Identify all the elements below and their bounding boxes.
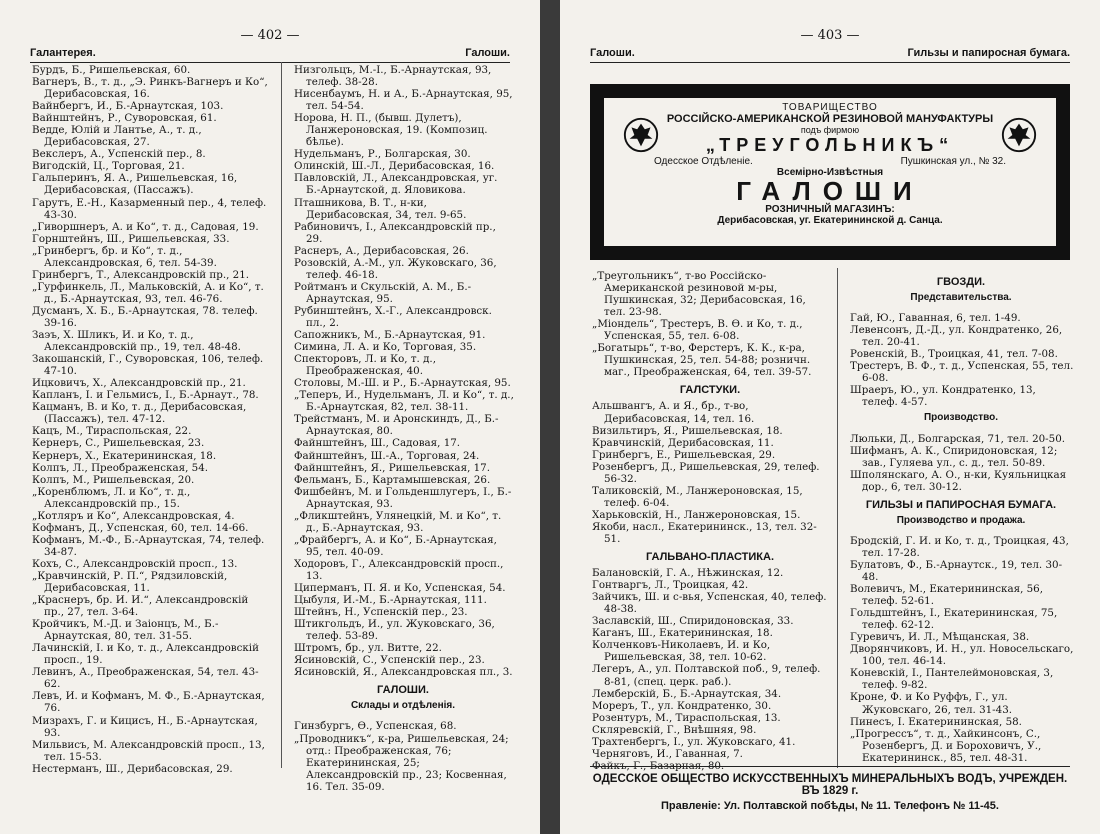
directory-entry: „Фрайбергъ, А. и Ко“, Б.-Арнаутская, 95, тел. 40-09. bbox=[294, 533, 497, 558]
ad-branch: Одесское Отдѣленіе. bbox=[654, 156, 753, 167]
directory-entry: Столовы, М.-Ш. и Р., Б.-Арнаутская, 95. bbox=[294, 377, 511, 390]
treugolnik-advertisement bbox=[590, 84, 1070, 260]
directory-entry: „Прогрессъ“, т. д., Хайкинсонъ, С., Розенбергъ, Д. и Бороховичъ, У., Екатерининск., 85, тел. 48-31. bbox=[850, 727, 1042, 764]
header-left: Галоши. bbox=[590, 47, 635, 59]
directory-entry: Заславскій, Ш., Спиридоновская, 33. bbox=[592, 615, 794, 628]
ad-shop-label: РОЗНИЧНЫЙ МАГАЗИНЪ: bbox=[765, 204, 895, 215]
running-header bbox=[590, 44, 1070, 63]
directory-entry: Кроне, Ф. и Ко Руффъ, Г., ул. Жуковскаго, 26, тел. 31-43. bbox=[850, 691, 1013, 716]
right-column-2 bbox=[848, 270, 1074, 764]
directory-entry: „Коренблюмъ, Л. и Ко“, т. д., Александровскій пр., 15. bbox=[32, 485, 191, 510]
directory-entry: Спекторовъ, Л. и Ко, т. д., Преображенская, 40. bbox=[294, 353, 436, 378]
directory-entry: „Фликштейнъ, Улянецкій, М. и Ко“, т. д., Б.-Арнаутская, 93. bbox=[294, 509, 502, 534]
directory-entry: Заэъ, Х. Шликъ, И. и Ко, т. д., Александровскій пр., 19, тел. 48-48. bbox=[32, 329, 241, 354]
directory-entry: Розентуръ, М., Тираспольская, 13. bbox=[592, 711, 781, 724]
directory-entry: Горнштейнъ, Ш., Ришельевская, 33. bbox=[32, 232, 230, 245]
entries-list bbox=[590, 400, 830, 545]
ad-panel bbox=[604, 98, 1056, 246]
directory-entry: Норова, Н. П., (бывш. Дулетъ), Ланжероновская, 19. (Композиц. бѣлье). bbox=[294, 112, 488, 149]
directory-entry: Кацъ, М., Тираспольская, 22. bbox=[32, 425, 192, 438]
left-column-1 bbox=[30, 64, 270, 775]
right-column-1 bbox=[590, 270, 830, 772]
directory-entry: Нисенбаумъ, Н. и А., Б.-Арнаутская, 95, тел. 54-54. bbox=[294, 88, 513, 113]
column-divider bbox=[281, 62, 282, 768]
directory-entry: Каганъ, Ш., Екатерининская, 18. bbox=[592, 627, 773, 640]
directory-entry: Ведде, Юлій и Лантье, А., т. д., Дерибасовская, 27. bbox=[32, 124, 202, 149]
directory-entry: Балановскій, Г. А., Нѣжинская, 12. bbox=[592, 567, 784, 580]
ad-address: Пушкинская ул., № 32. bbox=[900, 156, 1006, 167]
directory-entry: Ясиновскій, Я., Александровская пл., 3. bbox=[294, 666, 513, 679]
directory-entry: Трестеръ, В. Ф., т. д., Успенская, 55, тел. 6-08. bbox=[850, 360, 1074, 385]
entries-list bbox=[292, 64, 514, 678]
footer-address: Правленіе: Ул. Полтавской побѣды, № 11. Телефонъ № 11-45. bbox=[661, 800, 999, 812]
column-divider bbox=[837, 268, 838, 768]
directory-entry: Зайчикъ, Ш. и с-вья, Успенская, 40, телеф. 48-38. bbox=[592, 591, 827, 616]
directory-entry: Трахтенбергъ, І., ул. Жуковскаго, 41. bbox=[592, 735, 796, 748]
double-eagle-emblem-icon bbox=[622, 116, 660, 154]
directory-entry: „Гринбергъ, бр. и Ко“, т. д., Александровская, 6, тел. 54-39. bbox=[32, 244, 217, 269]
entries-list bbox=[848, 312, 1074, 408]
directory-entry: Рабиновичъ, І., Александровскій пр., 29. bbox=[294, 220, 496, 245]
directory-entry: Гольдштейнъ, І., Екатерининская, 75, телеф. 62-12. bbox=[850, 607, 1058, 632]
directory-entry: Гинзбургъ, Ѳ., Успенская, 68. bbox=[294, 720, 457, 733]
directory-entry: Мореръ, Т., ул. Кондратенко, 30. bbox=[592, 699, 772, 712]
directory-entry: „Треугольникъ“, т-во Россійско-Американской резиновой м-ры, Пушкинская, 32; Дерибасовская, 16, тел. 23-98. bbox=[592, 270, 806, 319]
left-column-2 bbox=[292, 64, 514, 793]
entries-list bbox=[848, 433, 1074, 493]
directory-entry: Кройчикъ, М.-Д. и Заіонцъ, М., Б.-Арнаутская, 80, тел. 31-55. bbox=[32, 618, 219, 643]
section-subheading: Производство и продажа. bbox=[896, 514, 1026, 526]
directory-entry: Лачинскій, І. и Ко, т. д., Александровскій просп., 19. bbox=[32, 642, 259, 667]
directory-entry: Харьковскій, Н., Ланжероновская, 15. bbox=[592, 508, 801, 521]
directory-entry: Сапожникъ, М., Б.-Арнаутская, 91. bbox=[294, 329, 486, 342]
directory-entry: Векслеръ, А., Успенскій пер., 8. bbox=[32, 148, 206, 161]
ad-branch-line bbox=[604, 156, 1056, 167]
directory-entry: Вигодскій, Ц., Торговая, 21. bbox=[32, 160, 185, 173]
directory-entry: Вайнштейнъ, Р., Суворовская, 61. bbox=[32, 112, 217, 125]
ad-brand-name: „ТРЕУГОЛЬНИКЪ“ bbox=[705, 135, 955, 155]
directory-entry: „Гиворшнеръ, А. и Ко“, т. д., Садовая, 19. bbox=[32, 220, 259, 233]
directory-entry: Кацманъ, В. и Ко, т. д., Дерибасовская, (Пассажъ), тел. 47-12. bbox=[32, 401, 247, 426]
section-heading-gvozdi: ГВОЗДИ. bbox=[936, 276, 986, 288]
directory-entry: Ходоровъ, Г., Александровскій просп., 13. bbox=[294, 557, 504, 582]
directory-entry: Файкъ, Г., Базарная, 80. bbox=[592, 759, 725, 772]
directory-entry: Кернеръ, Х., Екатерининская, 18. bbox=[32, 449, 217, 462]
directory-entry: Закошанскій, Г., Суворовская, 106, телеф. 47-10. bbox=[32, 353, 264, 378]
left-page bbox=[0, 0, 540, 834]
section-heading-galoshi: ГАЛОШИ. bbox=[377, 684, 429, 697]
directory-entry: Гринбергъ, Т., Александровскій пр., 21. bbox=[32, 268, 250, 281]
directory-entry: Штикгольдъ, И., ул. Жуковскаго, 36, телеф. 53-89. bbox=[294, 618, 495, 643]
directory-entry: Файнштейнъ, Ш., Садовая, 17. bbox=[294, 437, 461, 450]
directory-entry: Шифманъ, А. К., Спиридоновская, 12; зав., Гуляева ул., с. д., тел. 50-89. bbox=[850, 444, 1058, 469]
right-page bbox=[560, 0, 1100, 834]
directory-entry: Файнштейнъ, Я., Ришельевская, 17. bbox=[294, 461, 490, 474]
ad-product: ГАЛОШИ bbox=[736, 176, 924, 206]
section-heading-galvano: ГАЛЬВАНО-ПЛАСТИКА. bbox=[645, 551, 775, 564]
section-subheading: Склады и отдѣленія. bbox=[350, 700, 456, 712]
directory-entry: Черняговъ, И., Гаванная, 7. bbox=[592, 747, 743, 760]
directory-entry: Розенбергъ, Д., Ришельевская, 29, телеф. 56-32. bbox=[592, 460, 820, 485]
directory-entry: Розовскій, А.-М., ул. Жуковскаго, 36, телеф. 46-18. bbox=[294, 256, 497, 281]
double-eagle-emblem-icon bbox=[1000, 116, 1038, 154]
footer-company: ОДЕССКОЕ ОБЩЕСТВО ИСКУССТВЕННЫХЪ МИНЕРАЛЬНЫХЪ ВОДЪ, УЧРЕЖДЕН. ВЪ 1829 г. bbox=[590, 766, 1070, 797]
directory-entry: Штромъ, бр., ул. Витте, 22. bbox=[294, 642, 442, 655]
directory-entry: Раснеръ, А., Дерибасовская, 26. bbox=[294, 244, 469, 257]
entries-list bbox=[590, 270, 830, 378]
entries-list bbox=[292, 720, 514, 792]
directory-entry: „Краснеръ, бр. И. И.“, Александровскій пр., 27, тел. 3-64. bbox=[32, 594, 249, 619]
directory-entry: Капланъ, І. и Гельмисъ, І., Б.-Арнаут., 78. bbox=[32, 389, 259, 402]
directory-entry: Левинъ, А., Преображенская, 54, тел. 43-62. bbox=[32, 666, 259, 691]
entries-list bbox=[848, 535, 1074, 764]
directory-entry: Цыбуля, И.-М., Б.-Арнаутская, 111. bbox=[294, 594, 487, 607]
directory-entry: Кернеръ, С., Ришельевская, 23. bbox=[32, 437, 205, 450]
directory-entry: Павловскій, Л., Александровская, уг. Б.-Арнаутской, д. Яловикова. bbox=[294, 172, 498, 197]
directory-entry: Мильвисъ, М. Александровскій просп., 13, тел. 15-53. bbox=[32, 738, 265, 763]
directory-entry: Таликовскій, М., Ланжероновская, 15, телеф. 6-04. bbox=[592, 484, 803, 509]
directory-entry: „Богатырь“, т-во, Ферстеръ, К. К., к-ра, Пушкинская, 25, тел. 54-88; розничн. маг., Преображенская, 64, тел. 39-57. bbox=[592, 342, 812, 379]
section-subheading: Представительства. bbox=[910, 292, 1012, 304]
directory-entry: Кофманъ, М.-Ф., Б.-Арнаутская, 74, телеф. 34-87. bbox=[32, 533, 265, 558]
directory-entry: „Міондель“, Трестеръ, В. Ѳ. и Ко, т. д., Успенская, 55, тел. 6-08. bbox=[592, 318, 803, 343]
directory-entry: „Кравчинскій, Р. П.“, Рядзиловскій, Дерибасовская, 11. bbox=[32, 569, 228, 595]
directory-entry: Альшвангъ, А. и Я., бр., т-во, Дерибасовская, 14, тел. 16. bbox=[592, 400, 755, 425]
directory-entry: Пинесъ, І. Екатерининская, 58. bbox=[850, 715, 1022, 728]
directory-entry: Ицковичъ, Х., Александровскій пр., 21. bbox=[32, 377, 246, 390]
directory-entry: Ровенскій, В., Троицкая, 41, тел. 7-08. bbox=[850, 348, 1058, 361]
directory-entry: Нудельманъ, Р., Болгарская, 30. bbox=[294, 148, 471, 161]
directory-entry: Гай, Ю., Гаванная, 6, тел. 1-49. bbox=[850, 312, 1021, 325]
header-left: Галантерея. bbox=[30, 47, 96, 59]
page-number: — 402 — bbox=[240, 28, 300, 43]
page-number: — 403 — bbox=[800, 28, 860, 43]
directory-entry: Гонтваргъ, Л., Троицкая, 42. bbox=[592, 579, 749, 592]
directory-entry: „Проводникъ“, к-ра, Ришельевская, 24; отд.: Преображенская, 76; Екатерининская, 25; Александровскій пр., 23; Косвенная, 16. Тел. 35-09. bbox=[294, 732, 509, 793]
directory-entry: Колпъ, М., Ришельевская, 20. bbox=[32, 473, 195, 486]
directory-entry: Шполянскаго, А. О., н-ки, Куяльницкая дор., 6, тел. 30-12. bbox=[850, 468, 1067, 493]
section-heading-galstuki: ГАЛСТУКИ. bbox=[679, 384, 741, 397]
header-right: Галоши. bbox=[465, 47, 510, 59]
directory-entry: Дусманъ, Х. Б., Б.-Арнаутская, 78. телеф. 39-16. bbox=[32, 304, 258, 329]
directory-entry: Фишбейнъ, М. и Гольденшлугеръ, І., Б.-Арнаутская, 93. bbox=[294, 485, 512, 510]
directory-entry: Лемберскій, Б., Б.-Арнаутская, 34. bbox=[592, 687, 782, 700]
directory-entry: Нестерманъ, Ш., Дерибасовская, 29. bbox=[32, 762, 233, 775]
directory-entry: Кохъ, С., Александровскій просп., 13. bbox=[32, 557, 238, 570]
directory-entry: Вагнеръ, В., т. д., „Э. Ринкъ-Вагнеръ и Ко“, Дерибасовская, 16. bbox=[32, 76, 268, 101]
directory-entry: „Гурфинкель, Л., Мальковскій, А. и Ко“, т. д., Б.-Арнаутская, 93, тел. 46-76. bbox=[32, 280, 264, 305]
directory-entry: „Теперъ, И., Нудельманъ, Л. и Ко“, т. д., Б.-Арнаутская, 82, тел. 38-11. bbox=[294, 389, 514, 414]
directory-entry: Вайнбергъ, И., Б.-Арнаутская, 103. bbox=[32, 100, 224, 113]
ad-line-manufactory: РОССІЙСКО-АМЕРИКАНСКОЙ РЕЗИНОВОЙ МАНУФАКТУРЫ bbox=[666, 113, 994, 125]
running-header bbox=[30, 44, 510, 63]
section-heading-gilzy: ГИЛЬЗЫ и ПАПИРОСНАЯ БУМАГА. bbox=[865, 498, 1057, 511]
directory-entry: Трейстманъ, М. и Аронскиндъ, Д., Б.-Арнаутская, 80. bbox=[294, 413, 499, 438]
section-subheading: Производство. bbox=[923, 412, 999, 424]
directory-entry: Скляревскій, Г., Внѣшняя, 98. bbox=[592, 723, 757, 736]
directory-entry: Фельманъ, Б., Картамышевская, 26. bbox=[294, 473, 491, 486]
directory-entry: Гринбергъ, Е., Ришельевская, 29. bbox=[592, 448, 776, 461]
ad-shop-address: Дерибасовская, уг. Екатерининской д. Санца. bbox=[717, 215, 943, 226]
directory-entry: Файнштейнъ, Ш.-А., Торговая, 24. bbox=[294, 449, 480, 462]
directory-entry: Ройтманъ и Скульскій, А. М., Б.-Арнаутская, 95. bbox=[294, 280, 472, 305]
directory-entry: Циперманъ, П. Я. и Ко, Успенская, 54. bbox=[294, 582, 506, 595]
directory-entry: Левъ, И. и Кофманъ, М. Ф., Б.-Арнаутская, 76. bbox=[32, 690, 265, 715]
directory-entry: Низгольцъ, М.-І., Б.-Арнаутская, 93, телеф. 38-28. bbox=[294, 64, 492, 89]
directory-entry: Кравчинскій, Дерибасовская, 11. bbox=[592, 436, 774, 449]
ad-tagline: Всемірно-Извѣстныя bbox=[776, 167, 884, 178]
directory-entry: Легеръ, А., ул. Полтавской поб., 9, телеф. 8-81, (спец. церк. раб.). bbox=[592, 663, 821, 688]
ad-line-company: ТОВАРИЩЕСТВО bbox=[782, 102, 878, 113]
directory-entry: Рубинштейнъ, Х.-Г., Александровск. пл., 2. bbox=[294, 304, 492, 329]
directory-entry: Ясиновскій, С., Успенскій пер., 23. bbox=[294, 654, 485, 667]
directory-entry: Олинскій, Ш.-Л., Дерибасовская, 16. bbox=[294, 160, 495, 173]
directory-entry: Бродскій, Г. И. и Ко, т. д., Троицкая, 43, тел. 17-28. bbox=[850, 534, 1069, 559]
directory-entry: Дворянчиковъ, И. Н., ул. Новосельскаго, 100, тел. 46-14. bbox=[850, 643, 1074, 668]
footer-advertisement bbox=[590, 766, 1070, 812]
directory-entry: Симина, Л. А. и Ко, Торговая, 35. bbox=[294, 341, 477, 354]
directory-entry: Пташникова, В. Т., н-ки, Дерибасовская, 34, тел. 9-65. bbox=[294, 196, 467, 221]
entries-list bbox=[590, 567, 830, 772]
directory-entry: Колченковъ-Николаевъ, И. и Ко, Ришельевская, 38, тел. 10-62. bbox=[592, 639, 771, 664]
directory-entry: Гальперинъ, Я. А., Ришельевская, 16, Дерибасовская, (Пассажъ). bbox=[32, 172, 238, 197]
directory-entry: Мизрахъ, Г. и Кицисъ, Н., Б.-Арнаутская, 93. bbox=[32, 714, 258, 739]
directory-entry: Булатовъ, Ф., Б.-Арнаутск., 19, тел. 30-48. bbox=[850, 558, 1063, 583]
directory-entry: Колпъ, Л., Преображенская, 54. bbox=[32, 461, 209, 474]
header-right: Гильзы и папиросная бумага. bbox=[907, 47, 1070, 59]
directory-entry: „Котляръ и Ко“, Александровская, 4. bbox=[32, 509, 235, 522]
directory-entry: Штейнъ, Н., Успенскій пер., 23. bbox=[294, 606, 468, 619]
directory-entry: Левенсонъ, Д.-Д., ул. Кондратенко, 26, тел. 20-41. bbox=[850, 324, 1063, 349]
directory-entry: Кофманъ, Д., Успенская, 60, тел. 14-66. bbox=[32, 521, 249, 534]
directory-entry: Люльки, Д., Болгарская, 71, тел. 20-50. bbox=[850, 432, 1066, 445]
directory-entry: Визильтиръ, Я., Ришельевская, 18. bbox=[592, 424, 783, 437]
directory-entry: Шраеръ, Ю., ул. Кондратенко, 13, телеф. 4-57. bbox=[850, 384, 1036, 409]
directory-entry: Гуревичъ, И. Л., Мѣщанская, 38. bbox=[850, 631, 1030, 644]
directory-entry: Якоби, насл., Екатерининск., 13, тел. 32-51. bbox=[592, 520, 817, 545]
directory-entry: Бурдъ, Б., Ришельевская, 60. bbox=[32, 64, 191, 76]
directory-entry: Коневскій, І., Пантелеймоновская, 3, телеф. 9-82. bbox=[850, 667, 1054, 692]
directory-entry: Гарутъ, Е.-Н., Казарменный пер., 4, телеф. 43-30. bbox=[32, 196, 267, 221]
ad-line-firm: подъ фирмою bbox=[800, 125, 860, 135]
directory-entry: Волевичъ, М., Екатерининская, 56, телеф. 52-61. bbox=[850, 583, 1044, 608]
